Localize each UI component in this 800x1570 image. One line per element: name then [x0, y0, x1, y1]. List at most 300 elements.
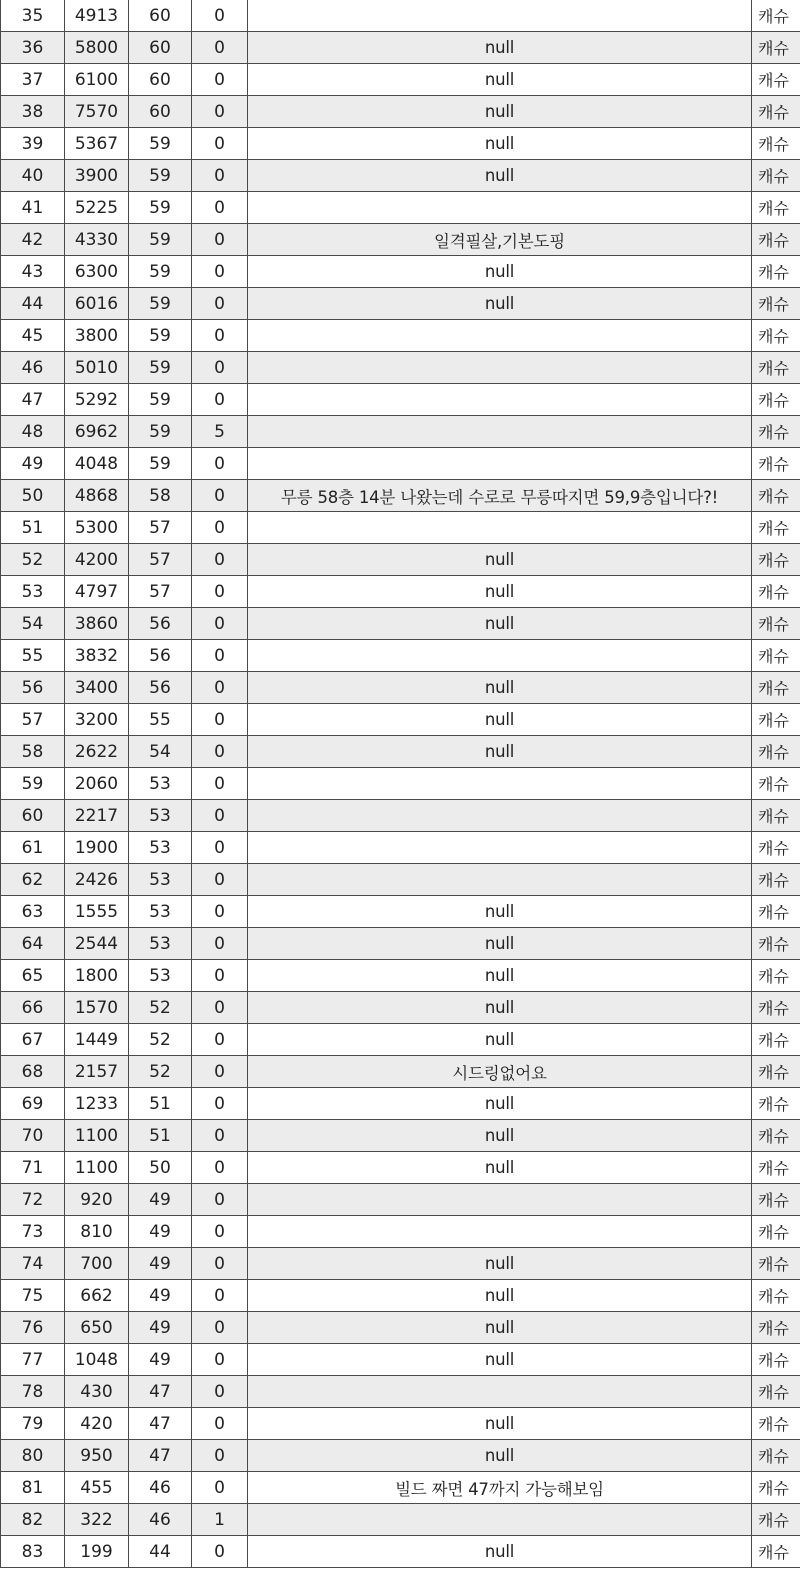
value-c-cell: 0: [192, 960, 248, 992]
table-row: [1, 576, 800, 608]
name-cell: 캐슈: [752, 192, 800, 224]
note-cell: null: [248, 704, 752, 736]
table-row: [1, 160, 800, 192]
value-b-cell: 56: [129, 672, 192, 704]
value-c-cell: 0: [192, 1440, 248, 1472]
name-cell: 캐슈: [752, 672, 800, 704]
value-b-cell: 46: [129, 1504, 192, 1536]
value-c-cell: 0: [192, 64, 248, 96]
name-cell: 캐슈: [752, 1536, 800, 1568]
value-b-cell: 56: [129, 608, 192, 640]
value-a-cell: 4913: [65, 0, 129, 32]
name-cell: 캐슈: [752, 832, 800, 864]
note-cell: null: [248, 1312, 752, 1344]
rank-cell: 78: [1, 1376, 65, 1408]
rank-cell: 77: [1, 1344, 65, 1376]
table-row: [1, 384, 800, 416]
value-c-cell: 0: [192, 1088, 248, 1120]
rank-cell: 58: [1, 736, 65, 768]
value-b-cell: 60: [129, 64, 192, 96]
name-cell: 캐슈: [752, 64, 800, 96]
value-a-cell: 6300: [65, 256, 129, 288]
table-row: [1, 1504, 800, 1536]
table-row: [1, 1088, 800, 1120]
note-cell: null: [248, 672, 752, 704]
name-cell: 캐슈: [752, 416, 800, 448]
table-row: [1, 1024, 800, 1056]
table-row: [1, 864, 800, 896]
note-cell: null: [248, 1280, 752, 1312]
name-cell: 캐슈: [752, 1216, 800, 1248]
value-a-cell: 5292: [65, 384, 129, 416]
value-c-cell: 0: [192, 32, 248, 64]
table-row: [1, 992, 800, 1024]
value-b-cell: 59: [129, 224, 192, 256]
value-c-cell: 0: [192, 704, 248, 736]
note-cell: null: [248, 1408, 752, 1440]
value-b-cell: 59: [129, 128, 192, 160]
name-cell: 캐슈: [752, 320, 800, 352]
note-cell: [248, 832, 752, 864]
table-row: [1, 1120, 800, 1152]
value-b-cell: 55: [129, 704, 192, 736]
note-cell: 시드링없어요: [248, 1056, 752, 1088]
note-cell: null: [248, 896, 752, 928]
value-b-cell: 47: [129, 1440, 192, 1472]
rank-cell: 55: [1, 640, 65, 672]
value-a-cell: 1048: [65, 1344, 129, 1376]
note-cell: null: [248, 544, 752, 576]
value-c-cell: 0: [192, 608, 248, 640]
note-cell: 빌드 짜면 47까지 가능해보임: [248, 1472, 752, 1504]
rank-cell: 82: [1, 1504, 65, 1536]
table-row: [1, 192, 800, 224]
rank-cell: 80: [1, 1440, 65, 1472]
value-b-cell: 52: [129, 1056, 192, 1088]
value-b-cell: 54: [129, 736, 192, 768]
value-c-cell: 0: [192, 864, 248, 896]
value-a-cell: 5300: [65, 512, 129, 544]
value-b-cell: 53: [129, 864, 192, 896]
name-cell: 캐슈: [752, 288, 800, 320]
note-cell: null: [248, 1024, 752, 1056]
value-c-cell: 5: [192, 416, 248, 448]
value-a-cell: 3832: [65, 640, 129, 672]
rank-cell: 76: [1, 1312, 65, 1344]
records-table-body: [1, 0, 800, 1568]
note-cell: null: [248, 1248, 752, 1280]
note-cell: null: [248, 928, 752, 960]
value-a-cell: 7570: [65, 96, 129, 128]
table-row: [1, 608, 800, 640]
value-c-cell: 0: [192, 1248, 248, 1280]
table-row: [1, 1152, 800, 1184]
note-cell: [248, 416, 752, 448]
value-c-cell: 0: [192, 896, 248, 928]
value-a-cell: 4200: [65, 544, 129, 576]
value-a-cell: 322: [65, 1504, 129, 1536]
value-b-cell: 49: [129, 1216, 192, 1248]
table-row: [1, 512, 800, 544]
value-c-cell: 0: [192, 640, 248, 672]
rank-cell: 38: [1, 96, 65, 128]
name-cell: 캐슈: [752, 1504, 800, 1536]
rank-cell: 72: [1, 1184, 65, 1216]
name-cell: 캐슈: [752, 160, 800, 192]
name-cell: 캐슈: [752, 864, 800, 896]
value-a-cell: 3400: [65, 672, 129, 704]
note-cell: null: [248, 1344, 752, 1376]
value-c-cell: 0: [192, 832, 248, 864]
name-cell: 캐슈: [752, 0, 800, 32]
rank-cell: 62: [1, 864, 65, 896]
table-row: [1, 128, 800, 160]
note-cell: null: [248, 1440, 752, 1472]
value-a-cell: 2060: [65, 768, 129, 800]
table-row: [1, 1376, 800, 1408]
value-a-cell: 3860: [65, 608, 129, 640]
value-b-cell: 57: [129, 576, 192, 608]
value-c-cell: 0: [192, 1280, 248, 1312]
rank-cell: 45: [1, 320, 65, 352]
note-cell: null: [248, 288, 752, 320]
table-row: [1, 1536, 800, 1568]
note-cell: null: [248, 992, 752, 1024]
name-cell: 캐슈: [752, 1312, 800, 1344]
value-b-cell: 57: [129, 512, 192, 544]
note-cell: 무릉 58층 14분 나왔는데 수로로 무릉따지면 59,9층입니다?!: [248, 480, 752, 512]
note-cell: null: [248, 128, 752, 160]
name-cell: 캐슈: [752, 1280, 800, 1312]
name-cell: 캐슈: [752, 1344, 800, 1376]
value-a-cell: 650: [65, 1312, 129, 1344]
name-cell: 캐슈: [752, 576, 800, 608]
rank-cell: 66: [1, 992, 65, 1024]
rank-cell: 53: [1, 576, 65, 608]
rank-cell: 47: [1, 384, 65, 416]
value-a-cell: 1555: [65, 896, 129, 928]
table-row: [1, 1248, 800, 1280]
value-c-cell: 0: [192, 1152, 248, 1184]
note-cell: [248, 320, 752, 352]
value-c-cell: 0: [192, 192, 248, 224]
value-c-cell: 0: [192, 128, 248, 160]
value-a-cell: 5010: [65, 352, 129, 384]
table-row: [1, 1184, 800, 1216]
name-cell: 캐슈: [752, 384, 800, 416]
rank-cell: 61: [1, 832, 65, 864]
value-b-cell: 50: [129, 1152, 192, 1184]
value-a-cell: 2217: [65, 800, 129, 832]
note-cell: 일격필살,기본도핑: [248, 224, 752, 256]
value-b-cell: 59: [129, 448, 192, 480]
value-c-cell: 0: [192, 1184, 248, 1216]
note-cell: [248, 1216, 752, 1248]
table-row: [1, 1472, 800, 1504]
note-cell: null: [248, 1536, 752, 1568]
rank-cell: 50: [1, 480, 65, 512]
value-a-cell: 5800: [65, 32, 129, 64]
value-b-cell: 59: [129, 384, 192, 416]
rank-cell: 64: [1, 928, 65, 960]
value-b-cell: 56: [129, 640, 192, 672]
name-cell: 캐슈: [752, 352, 800, 384]
rank-cell: 35: [1, 0, 65, 32]
table-row: [1, 224, 800, 256]
rank-cell: 63: [1, 896, 65, 928]
value-b-cell: 60: [129, 0, 192, 32]
value-c-cell: 0: [192, 1536, 248, 1568]
value-a-cell: 4868: [65, 480, 129, 512]
value-a-cell: 5367: [65, 128, 129, 160]
value-c-cell: 0: [192, 480, 248, 512]
note-cell: [248, 864, 752, 896]
name-cell: 캐슈: [752, 256, 800, 288]
value-b-cell: 49: [129, 1280, 192, 1312]
name-cell: 캐슈: [752, 640, 800, 672]
name-cell: 캐슈: [752, 480, 800, 512]
value-c-cell: 0: [192, 352, 248, 384]
value-c-cell: 0: [192, 0, 248, 32]
rank-cell: 49: [1, 448, 65, 480]
value-c-cell: 0: [192, 544, 248, 576]
value-a-cell: 1233: [65, 1088, 129, 1120]
note-cell: null: [248, 608, 752, 640]
rank-cell: 65: [1, 960, 65, 992]
name-cell: 캐슈: [752, 96, 800, 128]
value-b-cell: 49: [129, 1184, 192, 1216]
note-cell: null: [248, 1152, 752, 1184]
value-c-cell: 0: [192, 1120, 248, 1152]
value-a-cell: 662: [65, 1280, 129, 1312]
name-cell: 캐슈: [752, 1184, 800, 1216]
value-c-cell: 0: [192, 1216, 248, 1248]
note-cell: null: [248, 64, 752, 96]
table-row: [1, 1216, 800, 1248]
value-c-cell: 0: [192, 672, 248, 704]
value-b-cell: 46: [129, 1472, 192, 1504]
value-c-cell: 1: [192, 1504, 248, 1536]
value-c-cell: 0: [192, 160, 248, 192]
value-c-cell: 0: [192, 768, 248, 800]
value-a-cell: 6962: [65, 416, 129, 448]
value-a-cell: 420: [65, 1408, 129, 1440]
rank-cell: 39: [1, 128, 65, 160]
note-cell: [248, 448, 752, 480]
rank-cell: 41: [1, 192, 65, 224]
name-cell: 캐슈: [752, 1376, 800, 1408]
rank-cell: 71: [1, 1152, 65, 1184]
table-row: [1, 832, 800, 864]
table-row: [1, 416, 800, 448]
name-cell: 캐슈: [752, 608, 800, 640]
value-c-cell: 0: [192, 384, 248, 416]
value-a-cell: 5225: [65, 192, 129, 224]
table-row: [1, 0, 800, 32]
name-cell: 캐슈: [752, 928, 800, 960]
value-a-cell: 455: [65, 1472, 129, 1504]
value-b-cell: 53: [129, 960, 192, 992]
note-cell: null: [248, 160, 752, 192]
table-row: [1, 1408, 800, 1440]
note-cell: null: [248, 736, 752, 768]
value-a-cell: 3900: [65, 160, 129, 192]
name-cell: 캐슈: [752, 224, 800, 256]
value-b-cell: 52: [129, 992, 192, 1024]
table-row: [1, 352, 800, 384]
value-c-cell: 0: [192, 224, 248, 256]
value-b-cell: 59: [129, 320, 192, 352]
value-c-cell: 0: [192, 1312, 248, 1344]
value-a-cell: 1900: [65, 832, 129, 864]
rank-cell: 68: [1, 1056, 65, 1088]
note-cell: null: [248, 96, 752, 128]
table-row: [1, 32, 800, 64]
value-a-cell: 950: [65, 1440, 129, 1472]
name-cell: 캐슈: [752, 800, 800, 832]
rank-cell: 42: [1, 224, 65, 256]
rank-cell: 40: [1, 160, 65, 192]
rank-cell: 57: [1, 704, 65, 736]
note-cell: null: [248, 32, 752, 64]
value-c-cell: 0: [192, 288, 248, 320]
rank-cell: 75: [1, 1280, 65, 1312]
table-row: [1, 960, 800, 992]
value-b-cell: 58: [129, 480, 192, 512]
table-row: [1, 1056, 800, 1088]
value-c-cell: 0: [192, 800, 248, 832]
value-c-cell: 0: [192, 1472, 248, 1504]
value-a-cell: 2544: [65, 928, 129, 960]
value-a-cell: 199: [65, 1536, 129, 1568]
value-b-cell: 51: [129, 1088, 192, 1120]
value-b-cell: 53: [129, 832, 192, 864]
table-row: [1, 768, 800, 800]
value-a-cell: 810: [65, 1216, 129, 1248]
table-row: [1, 64, 800, 96]
name-cell: 캐슈: [752, 960, 800, 992]
value-c-cell: 0: [192, 1024, 248, 1056]
value-a-cell: 6100: [65, 64, 129, 96]
value-b-cell: 53: [129, 768, 192, 800]
value-b-cell: 59: [129, 416, 192, 448]
value-b-cell: 49: [129, 1248, 192, 1280]
value-b-cell: 60: [129, 32, 192, 64]
name-cell: 캐슈: [752, 544, 800, 576]
value-a-cell: 1100: [65, 1152, 129, 1184]
note-cell: null: [248, 256, 752, 288]
table-row: [1, 1440, 800, 1472]
name-cell: 캐슈: [752, 1024, 800, 1056]
value-c-cell: 0: [192, 448, 248, 480]
rank-cell: 36: [1, 32, 65, 64]
note-cell: [248, 768, 752, 800]
name-cell: 캐슈: [752, 736, 800, 768]
value-a-cell: 920: [65, 1184, 129, 1216]
table-row: [1, 704, 800, 736]
rank-cell: 37: [1, 64, 65, 96]
value-b-cell: 59: [129, 352, 192, 384]
table-row: [1, 640, 800, 672]
note-cell: [248, 1184, 752, 1216]
name-cell: 캐슈: [752, 704, 800, 736]
name-cell: 캐슈: [752, 128, 800, 160]
rank-cell: 73: [1, 1216, 65, 1248]
value-b-cell: 53: [129, 896, 192, 928]
value-c-cell: 0: [192, 928, 248, 960]
table-row: [1, 480, 800, 512]
value-c-cell: 0: [192, 1344, 248, 1376]
value-a-cell: 1449: [65, 1024, 129, 1056]
value-b-cell: 51: [129, 1120, 192, 1152]
value-a-cell: 430: [65, 1376, 129, 1408]
table-row: [1, 96, 800, 128]
value-b-cell: 57: [129, 544, 192, 576]
value-a-cell: 6016: [65, 288, 129, 320]
value-b-cell: 53: [129, 800, 192, 832]
note-cell: [248, 1376, 752, 1408]
note-cell: [248, 192, 752, 224]
value-b-cell: 60: [129, 96, 192, 128]
note-cell: [248, 640, 752, 672]
table-row: [1, 896, 800, 928]
name-cell: 캐슈: [752, 1152, 800, 1184]
value-b-cell: 59: [129, 256, 192, 288]
rank-cell: 79: [1, 1408, 65, 1440]
name-cell: 캐슈: [752, 1472, 800, 1504]
table-row: [1, 448, 800, 480]
value-b-cell: 47: [129, 1376, 192, 1408]
value-b-cell: 49: [129, 1344, 192, 1376]
value-a-cell: 4330: [65, 224, 129, 256]
note-cell: [248, 0, 752, 32]
name-cell: 캐슈: [752, 992, 800, 1024]
value-c-cell: 0: [192, 512, 248, 544]
note-cell: [248, 512, 752, 544]
note-cell: null: [248, 960, 752, 992]
value-a-cell: 2622: [65, 736, 129, 768]
rank-cell: 59: [1, 768, 65, 800]
table-row: [1, 928, 800, 960]
rank-cell: 74: [1, 1248, 65, 1280]
name-cell: 캐슈: [752, 32, 800, 64]
name-cell: 캐슈: [752, 1248, 800, 1280]
rank-cell: 67: [1, 1024, 65, 1056]
table-row: [1, 256, 800, 288]
rank-cell: 48: [1, 416, 65, 448]
value-a-cell: 700: [65, 1248, 129, 1280]
rank-cell: 60: [1, 800, 65, 832]
note-cell: null: [248, 1120, 752, 1152]
rank-cell: 56: [1, 672, 65, 704]
value-a-cell: 4797: [65, 576, 129, 608]
rank-cell: 51: [1, 512, 65, 544]
table-row: [1, 1344, 800, 1376]
table-row: [1, 672, 800, 704]
value-b-cell: 44: [129, 1536, 192, 1568]
value-a-cell: 4048: [65, 448, 129, 480]
table-row: [1, 800, 800, 832]
value-a-cell: 3200: [65, 704, 129, 736]
value-b-cell: 59: [129, 192, 192, 224]
note-cell: [248, 800, 752, 832]
value-a-cell: 2157: [65, 1056, 129, 1088]
value-a-cell: 2426: [65, 864, 129, 896]
rank-cell: 83: [1, 1536, 65, 1568]
note-cell: [248, 384, 752, 416]
value-b-cell: 49: [129, 1312, 192, 1344]
value-a-cell: 1570: [65, 992, 129, 1024]
